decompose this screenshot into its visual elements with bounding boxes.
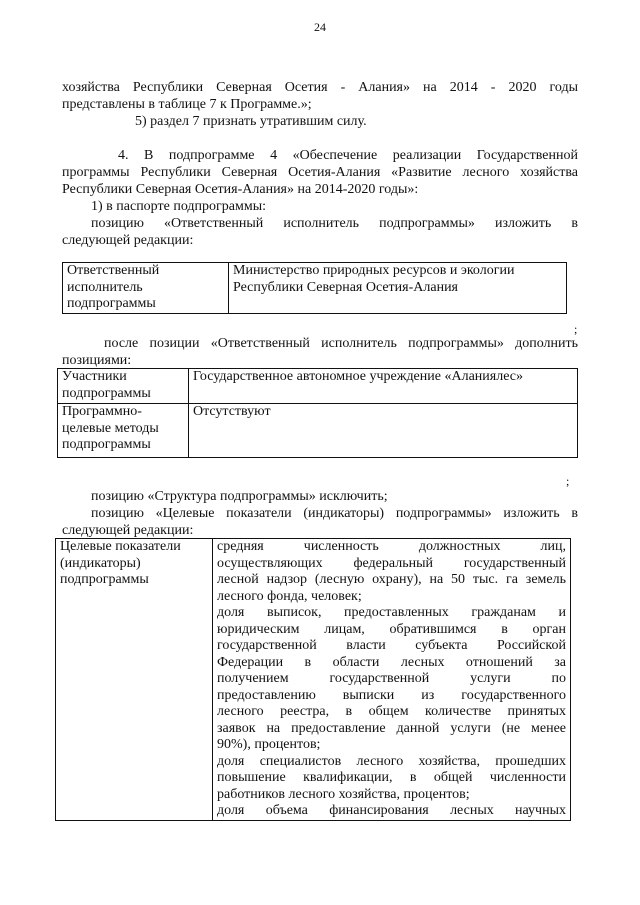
table3-left-line: подпрограммы xyxy=(60,572,149,587)
table1-left-line: подпрограммы xyxy=(67,296,156,311)
para1-line1: хозяйства Республики Северная Осетия - Алания» на 2014 - 2020 годы xyxy=(62,80,578,95)
para4-line2: позицию «Целевые показатели (индикаторы) подпрограммы» изложить в xyxy=(91,506,578,521)
table2-row1-right xyxy=(189,369,578,404)
table3-right-line: лесной надзор (лесную охрану), на 50 тыс. га земель xyxy=(217,572,566,587)
table3-right-line: доля специалистов лесного хозяйства, прошедших xyxy=(217,753,566,769)
table2-row1-left xyxy=(58,369,189,404)
table2-right-line: Отсутствуют xyxy=(193,404,271,419)
table3-right-line: заявок на предоставление данной услуги (не менее xyxy=(217,720,566,736)
table2-left-line: Участники xyxy=(62,369,127,384)
para2-line1: 4. В подпрограмме 4 «Обеспечение реализации Государственной xyxy=(118,148,578,163)
para2-line5: позицию «Ответственный исполнитель подпрограммы» изложить в xyxy=(91,216,578,231)
table3-right-line: осуществляющих федеральный государственный xyxy=(217,555,566,571)
para1-line2: представлены в таблице 7 к Программе.»; xyxy=(62,97,312,112)
table2-left-line: целевые методы xyxy=(62,420,159,436)
table1-right-line: Министерство природных ресурсов и экологии xyxy=(233,263,515,278)
table2-left-line: подпрограммы xyxy=(62,437,151,452)
table3-right-line: лесного реестра, в общем количестве принятых xyxy=(217,704,566,719)
table1-left-line: исполнитель xyxy=(67,279,143,295)
table2-row2-left xyxy=(58,404,189,458)
para3-line2: позициями: xyxy=(62,353,132,368)
semicolon-2: ; xyxy=(566,474,570,488)
table2-right-line: Государственное автономное учреждение «Аланиялес» xyxy=(193,369,523,384)
table3-left-line: Целевые показатели xyxy=(60,539,181,554)
table3-right-line: средняя численность должностных лиц, xyxy=(217,539,566,554)
para4-line1: позицию «Структура подпрограммы» исключить; xyxy=(91,489,388,504)
table-row xyxy=(58,369,578,404)
para3-line1: после позиции «Ответственный исполнитель подпрограммы» дополнить xyxy=(104,336,578,351)
table1-right-cell xyxy=(229,263,567,314)
table3-right-line: получением государственной услуги по xyxy=(217,671,566,686)
para4-line3: следующей редакции: xyxy=(62,523,194,538)
para1-line3: 5) раздел 7 признать утратившим силу. xyxy=(135,114,367,129)
table1-left-line: Ответственный xyxy=(67,263,160,278)
semicolon-1: ; xyxy=(574,322,578,336)
table3-left-line: (индикаторы) xyxy=(60,555,141,571)
para2-line2: программы Республики Северная Осетия-Алания «Развитие лесного хозяйства xyxy=(62,165,578,180)
para2-line6: следующей редакции: xyxy=(62,233,194,248)
table2-left-line: подпрограммы xyxy=(62,385,151,401)
table3-right-line: доля выписок, предоставленных гражданам и xyxy=(217,605,566,620)
table2-row2-right xyxy=(189,404,578,458)
table3-right-line: государственной власти субъекта Российской xyxy=(217,638,566,653)
table3-right-cell xyxy=(213,539,571,821)
table-row xyxy=(58,404,578,458)
table3-right-line: 90%), процентов; xyxy=(217,737,321,752)
table3-right-line: лесного фонда, человек; xyxy=(217,588,362,604)
table3-right-line: юридическим лицам, обратившимся в орган xyxy=(217,621,566,637)
table3-left-cell xyxy=(56,539,213,821)
table1-right-line: Республики Северная Осетия-Алания xyxy=(233,279,458,295)
para2-line3: Республики Северная Осетия-Алания» на 2014-2020 годы»: xyxy=(62,182,419,197)
responsible-executor-table xyxy=(62,262,567,314)
table-row xyxy=(63,263,567,314)
table3-right-line: Федерации в области лесных отношений за xyxy=(217,654,566,670)
page-number: 24 xyxy=(314,20,326,34)
target-indicators-table xyxy=(55,538,571,821)
table3-right-line: повышение квалификации, в общей численности xyxy=(217,770,566,785)
para2-line4: 1) в паспорте подпрограммы: xyxy=(91,199,267,214)
table1-left-cell xyxy=(63,263,229,314)
table3-right-line: предоставлению выписки из государственного xyxy=(217,687,566,703)
table-row xyxy=(56,539,571,821)
table3-right-line: доля объема финансирования лесных научных xyxy=(217,803,566,818)
table3-right-line: работников лесного хозяйства, процентов; xyxy=(217,786,470,802)
table2-left-line: Программно- xyxy=(62,404,142,419)
participants-table xyxy=(57,368,578,458)
